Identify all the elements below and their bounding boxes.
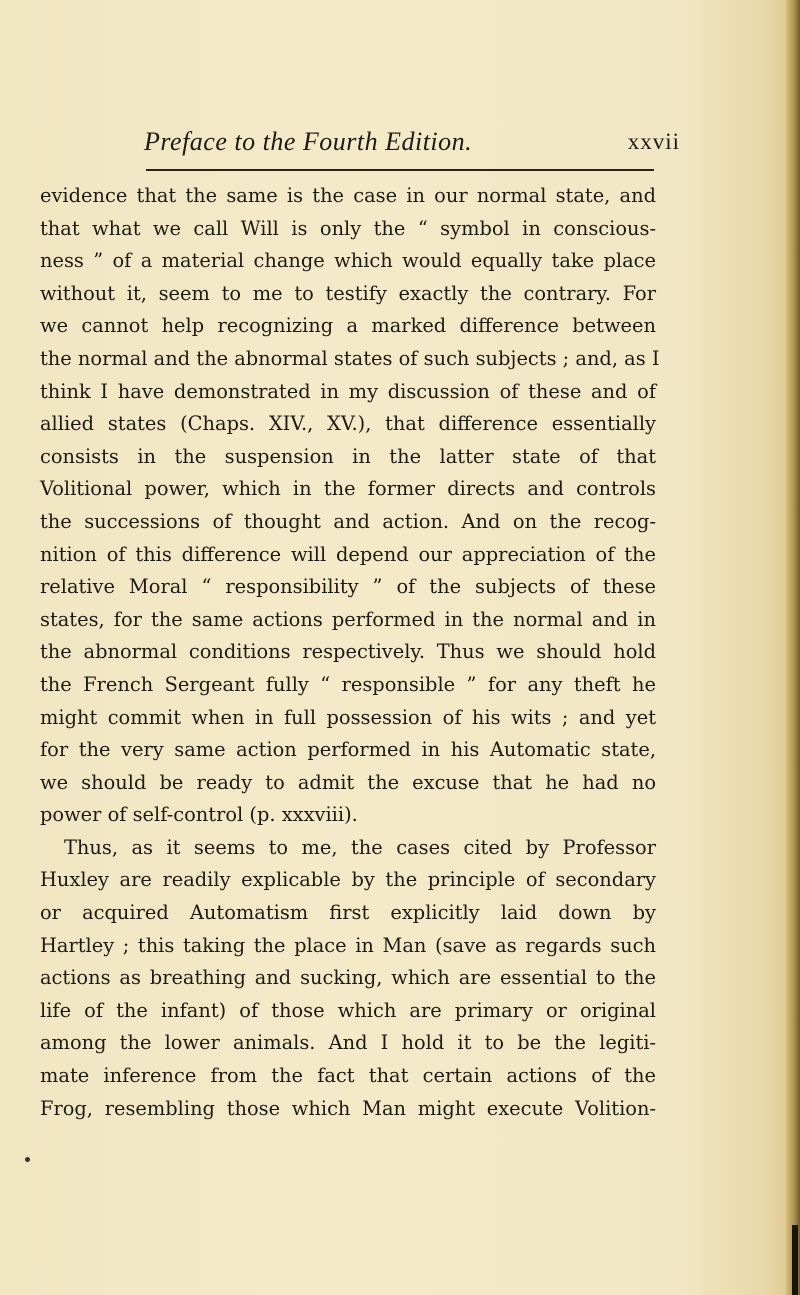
text-line: Volitional power, which in the former directs and controls: [40, 477, 656, 501]
text-line: the French Sergeant fully “ responsible ” for any theft he: [40, 672, 656, 696]
text-line: for the very same action performed in his Automatic state,: [40, 738, 656, 762]
text-line: or acquired Automatism first explicitly laid down by: [40, 901, 656, 925]
header-title: Preface to the Fourth Edition.: [144, 127, 473, 156]
text-line: mate inference from the fact that certain actions of the: [40, 1064, 656, 1088]
text-line: states, for the same actions performed in the normal and in: [40, 607, 656, 631]
text-line: without it, seem to me to testify exactly the contrary. For: [40, 281, 656, 305]
text-line: relative Moral “ responsibility ” of the subjects of these: [40, 575, 656, 599]
text-line: life of the infant) of those which are primary or original: [40, 998, 656, 1022]
text-line: that what we call Will is only the “ symbol in conscious-: [40, 216, 656, 240]
text-line: allied states (Chaps. XIV., XV.), that difference essentially: [40, 412, 656, 436]
text-line: the successions of thought and action. And on the recog-: [40, 509, 656, 533]
text-line: among the lower animals. And I hold it to be the legiti-: [40, 1031, 656, 1055]
text-line: we cannot help recognizing a marked difference between: [40, 314, 656, 338]
ink-speck: [25, 1157, 30, 1162]
page-number: xxvii: [627, 129, 680, 154]
edge-mark: [792, 1225, 798, 1295]
text-line: the normal and the abnormal states of such subjects ; and, as I: [40, 346, 660, 370]
text-line: Thus, as it seems to me, the cases cited by Professor: [64, 835, 656, 859]
text-line: evidence that the same is the case in our normal state, and: [40, 184, 656, 207]
running-header: [140, 127, 680, 167]
text-line: might commit when in full possession of his wits ; and yet: [40, 705, 656, 729]
text-line: we should be ready to admit the excuse that he had no: [40, 770, 656, 794]
header-rule: [146, 169, 654, 171]
text-line: Frog, resembling those which Man might execute Volition-: [40, 1096, 656, 1120]
page-edge: [786, 0, 800, 1295]
text-line: actions as breathing and sucking, which are essential to the: [40, 966, 656, 990]
text-line: consists in the suspension in the latter state of that: [40, 444, 656, 468]
body-text: [40, 180, 660, 1125]
text-line: the abnormal conditions respectively. Thus we should hold: [40, 640, 656, 664]
text-line: power of self-control (p. xxxviii).: [40, 803, 358, 827]
text-line: Huxley are readily explicable by the principle of secondary: [40, 868, 656, 892]
text-line: ness ” of a material change which would equally take place: [40, 249, 656, 273]
text-line: think I have demonstrated in my discussion of these and of: [40, 379, 656, 403]
text-line: nition of this difference will depend our appreciation of the: [40, 542, 656, 566]
text-line: Hartley ; this taking the place in Man (save as regards such: [40, 933, 656, 957]
